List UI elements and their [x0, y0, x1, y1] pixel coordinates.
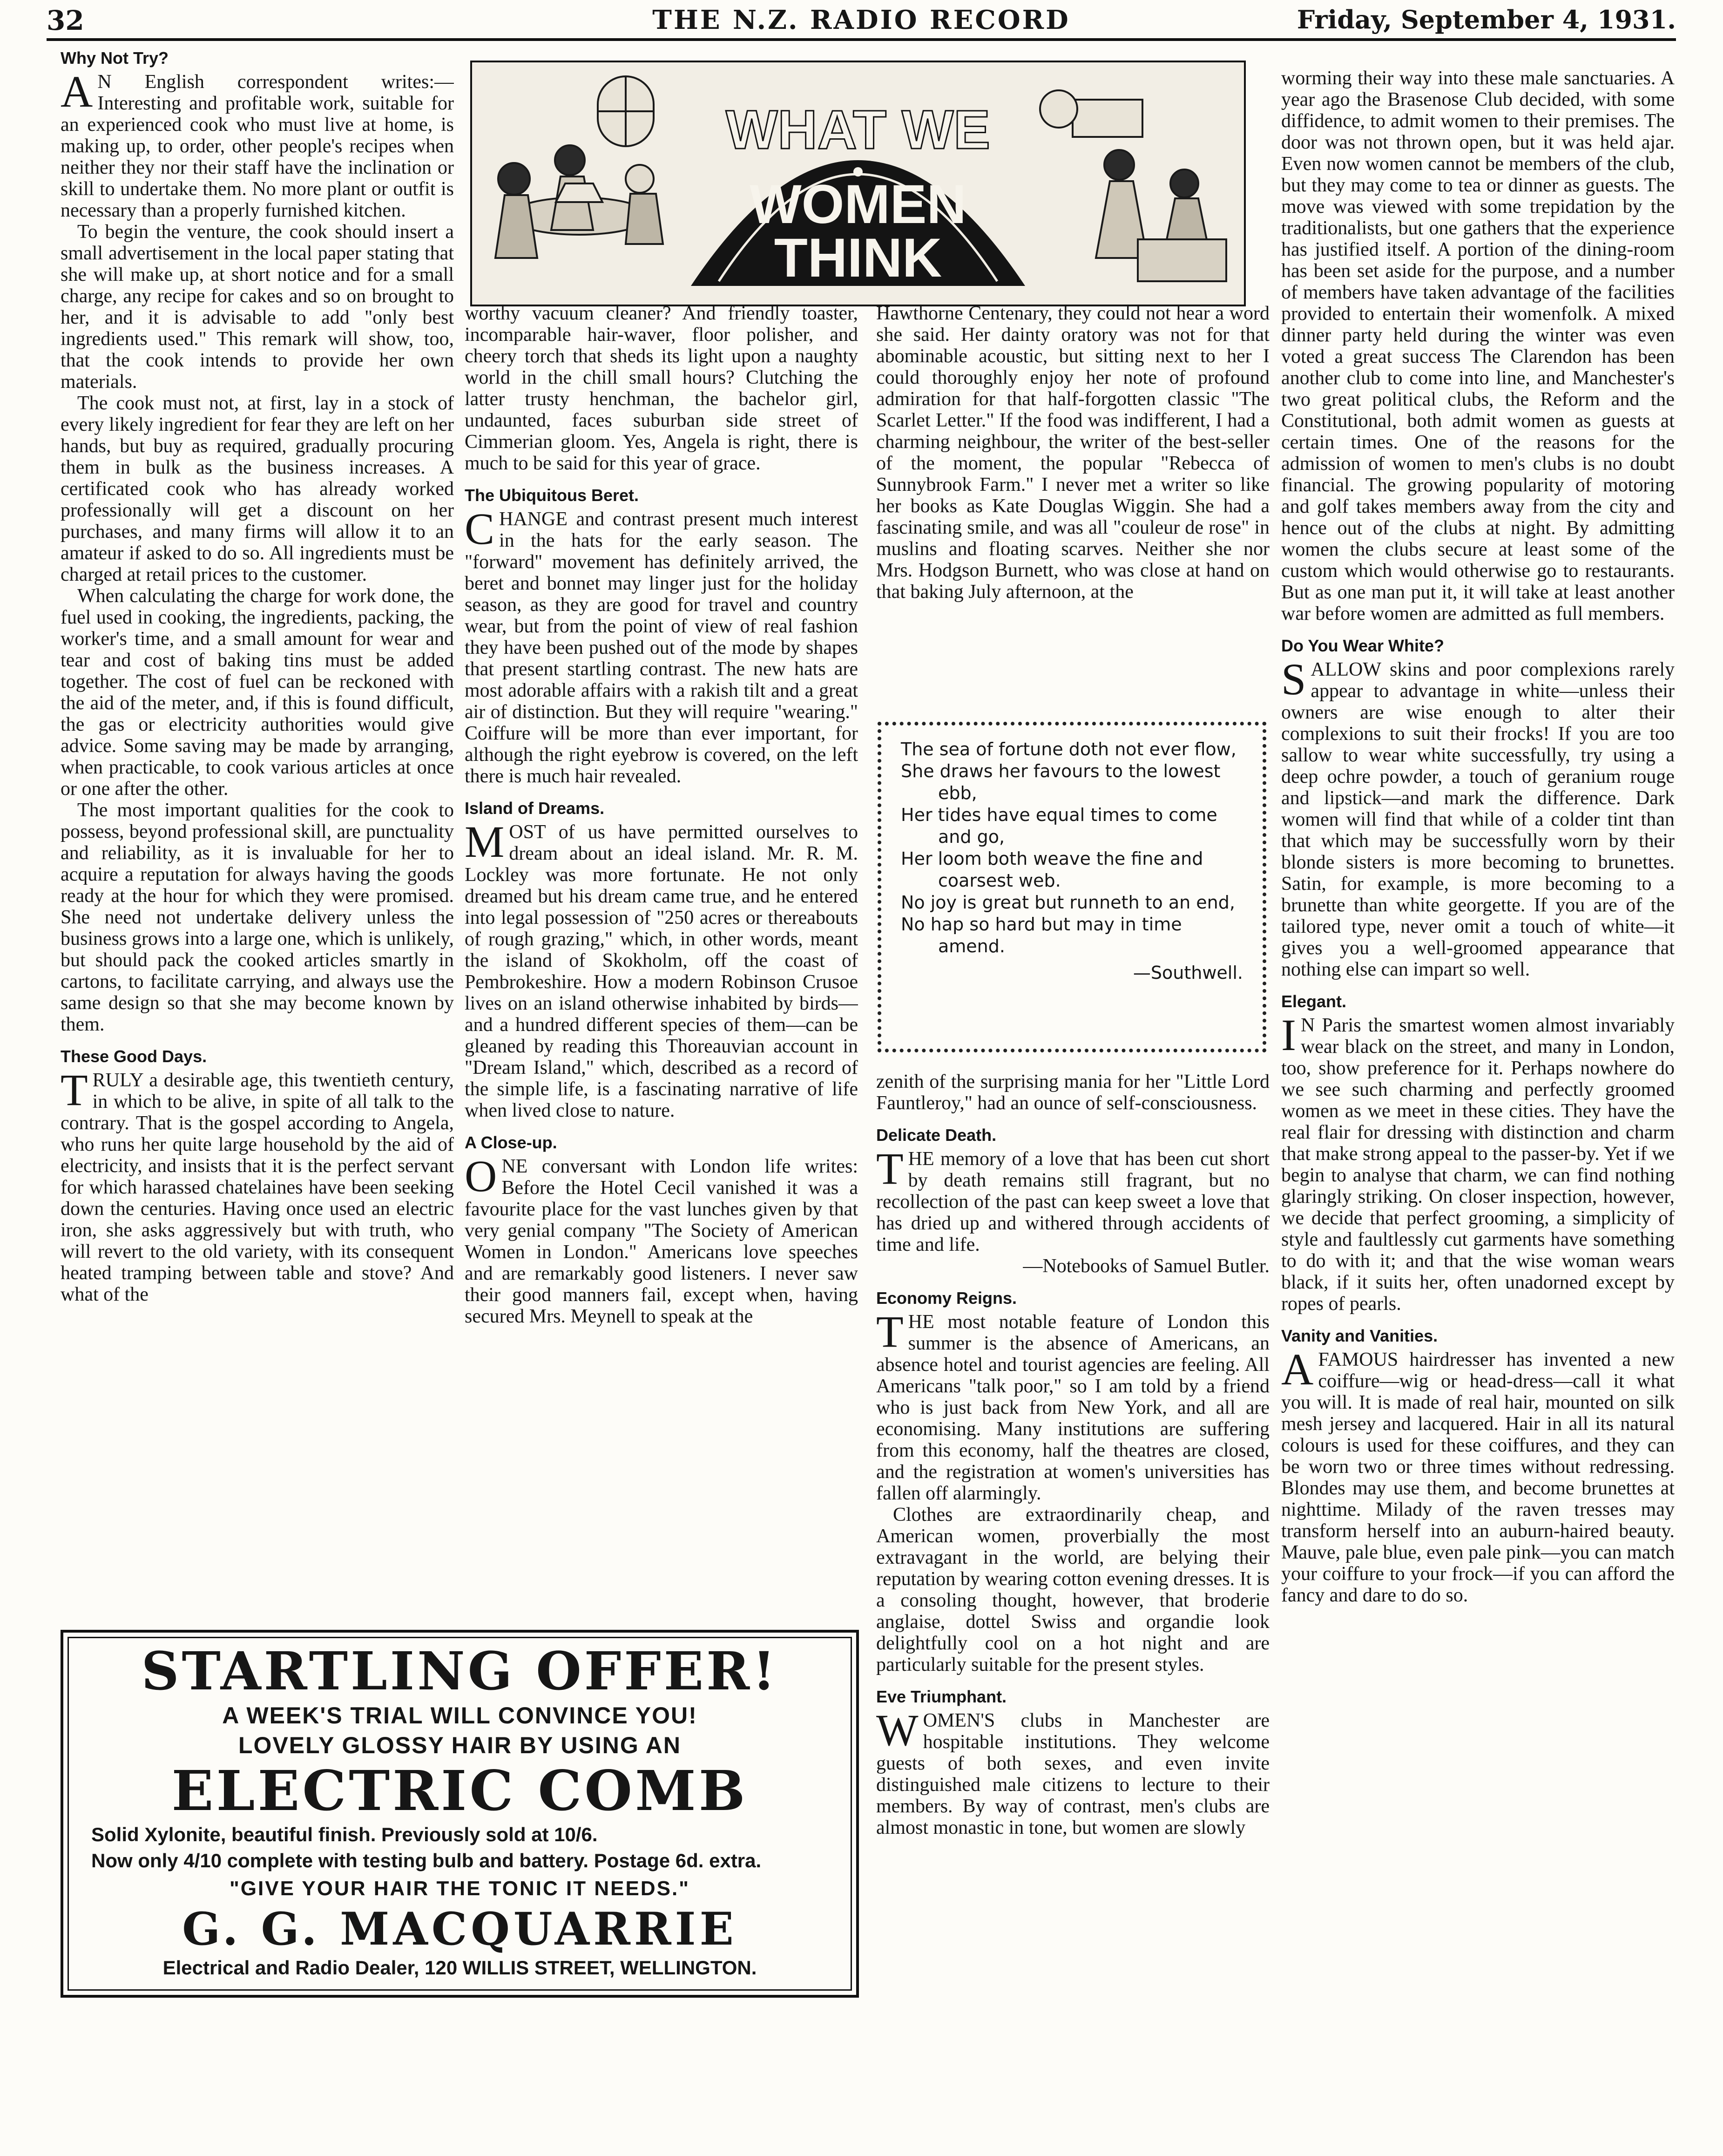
- paragraph: THE memory of a love that has been cut short by death remains still fragrant, but no recollection of the past can keep sweet a love that has dried up and withered through accidents of time and life.: [876, 1144, 1270, 1255]
- heading-economy-reigns: Economy Reigns.: [876, 1288, 1017, 1308]
- heading-vanity-and-vanities: Vanity and Vanities.: [1281, 1326, 1438, 1345]
- poem-box: [878, 722, 1266, 1052]
- banner-illustration: [472, 62, 1244, 305]
- electric-comb-advertisement: [61, 1630, 859, 1998]
- paragraph: SALLOW skins and poor complexions rarely appear to advantage in white—unless their owners are wise enough to alter their complexions to suit their frocks! If you are too sallow to wear white successfully, try using a deep ochre powder, a touch of geranium rouge and lipstick—and mark the difference. Dark women will find that while of a colder tint than that which may be successfully worn by their blonde sisters is more becoming to brunettes. Satin, for example, is more becoming to a brunette than white georgette. If you are of the tailored type, never omit a touch of white—it gives you a well-groomed appearance that nothing else can impart so well.: [1281, 654, 1675, 980]
- ad-slogan: "GIVE YOUR HAIR THE TONIC IT NEEDS.": [229, 1877, 690, 1900]
- paragraph: A N English correspondent writes:— Interesting and profitable work, suitable for an experienced cook who must live at home, is making up, to order, other people's recipes when neither they nor their staff have the inclination or skill to undertake them. No more plant or outfit is necessary than a properly furnished kitchen.: [61, 67, 454, 221]
- heading-close-up: A Close-up.: [465, 1133, 557, 1152]
- paragraph: Hawthorne Centenary, they could not hear a word she said. Her dainty oratory was not for that abominable acoustic, but sitting next to her I could thoroughly enjoy her note of profound admiration for that half-forgotten classic "The Scarlet Letter." If the food was indifferent, I had a charming neighbour, the writer of the best-seller of the moment, the popular "Rebecca of Sunnybrook Farm." I never met a writer so like her books as Kate Douglas Wiggin. She had a fascinating smile, and was all "couleur de rose" in muslins and floating scarves. Neither she nor Mrs. Hodgson Burnett, who was close at hand on that baking July afternoon, at the: [876, 303, 1270, 603]
- drop-cap: O: [465, 1151, 497, 1201]
- paragraph: zenith of the surprising mania for her "Little Lord Fauntleroy," had an ounce of self-consciousness.: [876, 1071, 1270, 1114]
- poem-attribution: —Southwell.: [1133, 963, 1243, 983]
- heading-why-not-try: Why Not Try?: [61, 49, 169, 68]
- ad-merchant-address: Electrical and Radio Dealer, 120 WILLIS STREET, WELLINGTON.: [162, 1957, 757, 1979]
- what-we-women-think-banner: [470, 61, 1246, 306]
- poem-line: Her loom both weave the fine and coarsest web.: [901, 848, 1203, 891]
- banner-title-line3: THINK: [774, 227, 942, 289]
- paragraph: I N Paris the smartest women almost invariably wear black on the street, and many in London, too, show preference for it. Perhaps nowhere do we see such charming and perfectly groomed women as we meet in these cities. They have the real flair for dressing with distinction and charm that make strong appeal to the passer-by. Yet if we begin to analyse that charm, we can find nothing glaringly striking. On closer inspection, however, we decide that perfect grooming, a simplicity of style and faultlessly cut garments have something to do with it; and that the wise woman wears black, if it suits her, often unadorned except by ropes of pearls.: [1281, 1010, 1675, 1315]
- column-1: [61, 49, 454, 1618]
- banner-title-line1: WHAT WE: [726, 99, 990, 161]
- column-3-bottom: [876, 1071, 1270, 2156]
- ad-product-details: Solid Xylonite, beautiful finish. Previously sold at 10/6.: [91, 1824, 598, 1845]
- poem-line: The sea of fortune doth not ever flow,: [901, 739, 1237, 759]
- heading-elegant: Elegant.: [1281, 992, 1347, 1011]
- paragraph: ONE conversant with London life writes: Before the Hotel Cecil vanished it was a favourite place for the vast lunches given by that very genial company "The Society of American Women in London." Americans love speeches and are remarkably good listeners. I never saw their good manners fail, except when, having secured Mrs. Meynell to speak at the: [465, 1151, 858, 1327]
- paragraph: Clothes are extraordinarily cheap, and American women, proverbially the most extravagant in the world, are belying their reputation by wearing cotton evening dresses. It is a consoling thought, however, that broderie anglaise, dottel Swiss and organdie look delightfully cool on a hot night and are particularly suitable for the present styles.: [876, 1504, 1270, 1675]
- drop-cap: T: [61, 1065, 88, 1115]
- ad-tagline: LOVELY GLOSSY HAIR BY USING AN: [238, 1732, 681, 1758]
- paragraph: AFAMOUS hairdresser has invented a new coiffure—wig or head-dress—call it what you will. It is made of real hair, mounted on silk mesh jersey and lacquered. Hair in all its natural colours is used for these coiffures, and they can be worn two or three times without redressing. Blondes may use them, and become brunettes at nighttime. Milady of the raven tresses may transform herself into an auburn-haired beauty. Mauve, pale blue, even pale pink—you can match your coiffure to your frock—if you can afford the fancy and dare to do so.: [1281, 1344, 1675, 1606]
- drop-cap: I: [1281, 1010, 1296, 1060]
- drop-cap: T: [876, 1144, 904, 1193]
- drop-cap: M: [465, 817, 505, 867]
- heading-do-you-wear-white: Do You Wear White?: [1281, 636, 1445, 655]
- paragraph: The cook must not, at first, lay in a stock of every likely ingredient for fear they are left on her hands, but buy as required, gradually procuring them in bulk as the business increases. A certificated cook who has already worked professionally will get a discount on her purchases, and many firms will allow it to an amateur if asked to do so. All ingredients must be charged at retail prices to the customer.: [61, 393, 454, 585]
- paragraph: CHANGE and contrast present much interest in the hats for the early season. The "forward" movement has definitely arrived, the beret and bonnet may linger just for the holiday season, as they are good for travel and country wear, but from the point of view of real fashion they have been pushed out of the mode by shapes that present startling contrast. The new hats are most adorable affairs with a rakish tilt and a great air of distinction. But they will require "wearing." Coiffure will be more than ever important, for although the right eyebrow is covered, on the left there is much hair revealed.: [465, 504, 858, 787]
- paragraph: worthy vacuum cleaner? And friendly toaster, incomparable hair-waver, floor polisher, and cheery torch that sheds its light upon a naughty world in the chill small hours? Clutching the latter trusty henchman, the bachelor girl, undaunted, faces suburban side street of Cimmerian gloom. Yes, Angela is right, there is much to be said for this year of grace.: [465, 303, 858, 474]
- poem-line: She draws her favours to the lowest ebb,: [901, 761, 1221, 803]
- ad-merchant-name: G. G. MACQUARRIE: [182, 1903, 737, 1955]
- heading-delicate-death: Delicate Death.: [876, 1125, 997, 1145]
- drop-cap: C: [465, 504, 495, 554]
- ad-tagline: A WEEK'S TRIAL WILL CONVINCE YOU!: [222, 1702, 697, 1729]
- ad-product-name: ELECTRIC COMB: [171, 1758, 748, 1823]
- drop-cap: A: [61, 67, 93, 116]
- publication-title: THE N.Z. RADIO RECORD: [652, 5, 1070, 35]
- paragraph: TRULY a desirable age, this twentieth century, in which to be alive, in spite of all talk to the contrary. That is the gospel according to Angela, who runs her quite large household by the aid of electricity, and insists that it is the perfect servant for which harassed chatelaines have been seeking down the centuries. Having once used an electric iron, she asks aggressively but with truth, who will revert to the old variety, with its consequent heated tramping between table and stove? And what of the: [61, 1065, 454, 1305]
- ad-headline: STARTLING OFFER!: [141, 1641, 778, 1702]
- paragraph: worming their way into these male sanctuaries. A year ago the Brasenose Club decided, with some diffidence, to admit women to their premises. The door was not thrown open, but it was held ajar. Even now women cannot be members of the club, but they may come to tea or dinner as guests. The move was viewed with some trepidation by the traditionalists, but one gathers that the experience has justified itself. A portion of the dining-room has been set aside for the purpose, and a number of members have taken advantage of the facilities provided to entertain their womenfolk. A mixed dinner party held during the winter was even voted a great success The Clarendon has been another club to come into line, and Manchester's two great political clubs, the Reform and the Constitutional, both admit women as guests at certain times. One of the reasons for the admission of women to men's clubs is no doubt financial. The growing popularity of motoring and golf takes members away from the city and hence out of the clubs at night. By admitting women the clubs secure at least some of the custom which would otherwise go to restaurants. But as one man put it, it will take at least another war before women are admitted as full members.: [1281, 68, 1675, 624]
- drop-cap: S: [1281, 654, 1306, 704]
- paragraph: To begin the venture, the cook should insert a small advertisement in the local paper stating that she will make up, at short notice and for a small charge, any recipe for cakes and so on brought to her, and it is advisable to add "only best ingredients used." This remark will show, too, that the cook intends to provide her own materials.: [61, 221, 454, 393]
- drop-cap: W: [876, 1705, 919, 1755]
- drop-cap: T: [876, 1307, 904, 1356]
- heading-island-of-dreams: Island of Dreams.: [465, 799, 605, 818]
- banner-title-line2: WOMEN: [750, 174, 966, 235]
- column-4: [1281, 68, 1675, 1953]
- page-number: 32: [47, 5, 84, 36]
- poem-line: No hap so hard but may in time amend.: [901, 914, 1182, 956]
- issue-date: Friday, September 4, 1931.: [1297, 5, 1676, 34]
- heading-these-good-days: These Good Days.: [61, 1047, 207, 1066]
- masthead: [47, 3, 1676, 41]
- poem-line: Her tides have equal times to come and go,: [901, 805, 1217, 847]
- heading-ubiquitous-beret: The Ubiquitous Beret.: [465, 486, 639, 505]
- poem-line: No joy is great but runneth to an end,: [901, 892, 1235, 913]
- drop-cap: A: [1281, 1344, 1314, 1394]
- paragraph: THE most notable feature of London this summer is the absence of Americans, an absence hotel and tourist agencies are feeling. All Americans "talk poor," so I am told by a friend who is just back from New York, and all are economising. Many institutions are suffering from this economy, half the theatres are closed, and the registration at women's universities has fallen off alarmingly.: [876, 1307, 1270, 1504]
- column-2: [465, 303, 858, 1611]
- column-3-top: [876, 303, 1270, 712]
- paragraph: The most important qualities for the cook to possess, beyond professional skill, are punctuality and reliability, as it is invaluable for her to acquire a reputation for always having the goods ready at the hour for which they were promised. She need not undertake delivery unless the business grows into a large one, which is unlikely, but should pack the cooked articles smartly in cartons, to facilitate carrying, and always use the same design so that she may become known by them.: [61, 800, 454, 1035]
- heading-eve-triumphant: Eve Triumphant.: [876, 1687, 1007, 1706]
- paragraph: When calculating the charge for work done, the fuel used in cooking, the ingredients, packing, the worker's time, and a small amount for wear and tear and cost of baking tins must be added together. The cost of fuel can be reckoned with the aid of the meter, and, if this is found difficult, the gas or electricity authorities would give advice. Some saving may be made by arranging, when practicable, to cook various articles at once or one after the other.: [61, 585, 454, 800]
- paragraph: MOST of us have permitted ourselves to dream about an ideal island. Mr. R. M. Lockley was more fortunate. He not only dreamed but his dream came true, and he entered into legal possession of "250 acres or thereabouts of rough grazing," which, in other words, meant the island of Skokholm, off the coast of Pembrokeshire. How a modern Robinson Crusoe lives on an island otherwise inhabited by birds—and a hundred different species of them—can be gleaned by reading this Thoreauvian account in "Dream Island," which, described as a record of the simple life, is a fascinating narrative of life when lived close to nature.: [465, 817, 858, 1121]
- quote-attribution: —Notebooks of Samuel Butler.: [1023, 1255, 1270, 1277]
- paragraph: WOMEN'S clubs in Manchester are hospitable institutions. They welcome guests of both sexes, and even invite distinguished male citizens to lecture to their members. By way of contrast, men's clubs are almost monastic in tone, but women are slowly: [876, 1705, 1270, 1838]
- ad-price: Now only 4/10 complete with testing bulb and battery. Postage 6d. extra.: [91, 1850, 762, 1871]
